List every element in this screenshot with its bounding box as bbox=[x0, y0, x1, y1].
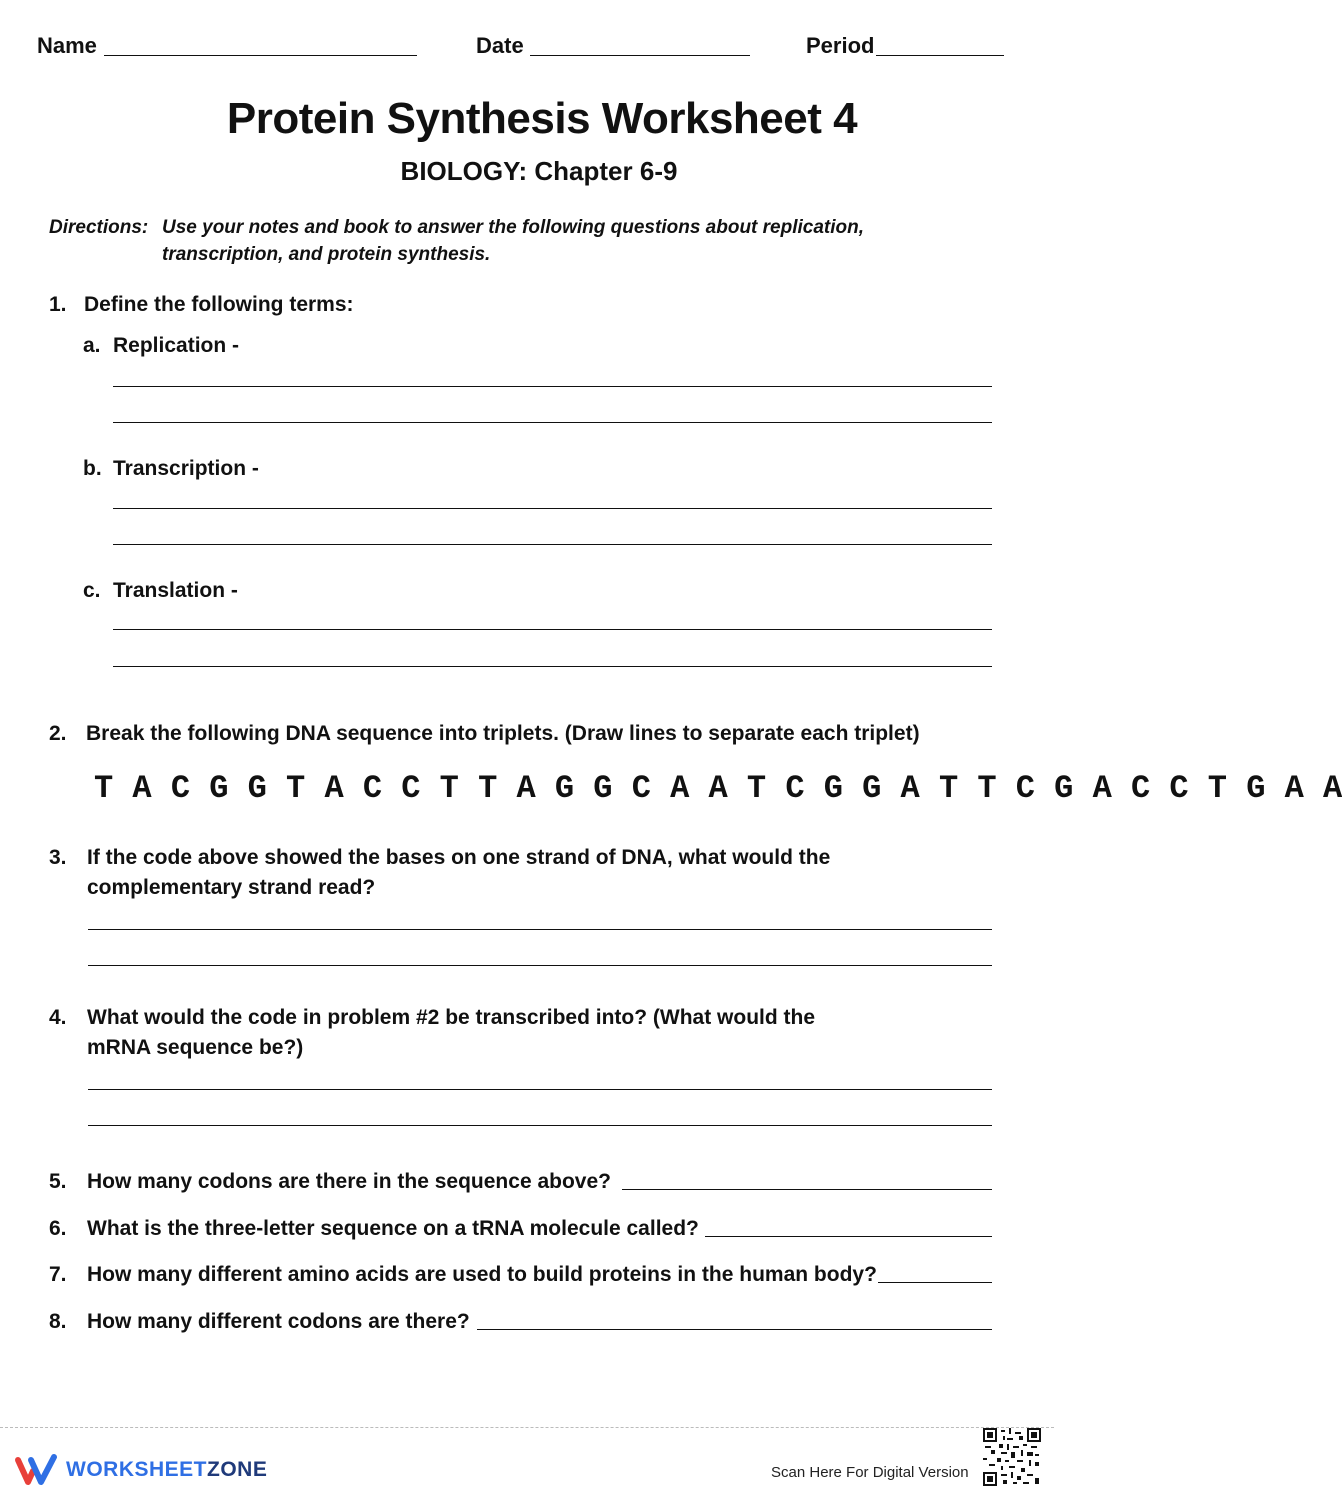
qr-code-icon[interactable] bbox=[983, 1428, 1041, 1486]
question-3-number: 3. bbox=[49, 846, 67, 869]
name-label: Name bbox=[37, 33, 97, 58]
answer-line-1b-1[interactable] bbox=[113, 508, 992, 509]
question-1-number: 1. bbox=[49, 293, 67, 316]
question-2-text: Break the following DNA sequence into triplets. (Draw lines to separate each triplet) bbox=[86, 722, 920, 745]
answer-line-3-2[interactable] bbox=[88, 965, 992, 966]
footer-divider bbox=[0, 1427, 1054, 1428]
question-4-text-line2: mRNA sequence be?) bbox=[87, 1036, 304, 1059]
question-4-number: 4. bbox=[49, 1006, 67, 1029]
question-1c-letter: c. bbox=[83, 579, 101, 602]
question-1a-letter: a. bbox=[83, 334, 101, 357]
answer-line-3-1[interactable] bbox=[88, 929, 992, 930]
brand-name[interactable] bbox=[66, 1458, 267, 1482]
answer-line-6[interactable] bbox=[705, 1236, 992, 1237]
question-6-text: What is the three-letter sequence on a tRNA molecule called? bbox=[87, 1217, 699, 1240]
question-7-text: How many different amino acids are used to build proteins in the human body? bbox=[87, 1263, 877, 1286]
dna-sequence: T A C G G T A C C T T A G G C A A T C G G A T T C G A C C T G A A bbox=[94, 770, 1342, 807]
answer-line-1c-2[interactable] bbox=[113, 666, 992, 667]
page-subtitle: BIOLOGY: Chapter 6-9 bbox=[400, 156, 678, 186]
question-1a-term: Replication - bbox=[113, 334, 240, 357]
question-5-text: How many codons are there in the sequence above? bbox=[87, 1170, 611, 1193]
question-8-number: 8. bbox=[49, 1310, 67, 1333]
answer-line-1a-2[interactable] bbox=[113, 422, 992, 423]
question-1b-letter: b. bbox=[83, 457, 102, 480]
directions-label: Directions: bbox=[49, 217, 149, 238]
answer-line-4-2[interactable] bbox=[88, 1125, 992, 1126]
question-1-text: Define the following terms: bbox=[84, 293, 354, 316]
name-field-line[interactable] bbox=[104, 55, 417, 56]
answer-line-8[interactable] bbox=[477, 1329, 992, 1330]
question-2-number: 2. bbox=[49, 722, 67, 745]
directions-text-line1: Use your notes and book to answer the following questions about replication, bbox=[162, 217, 865, 238]
question-5-number: 5. bbox=[49, 1170, 67, 1193]
period-field-line[interactable] bbox=[876, 55, 1004, 56]
question-6-number: 6. bbox=[49, 1217, 67, 1240]
question-4-text-line1: What would the code in problem #2 be transcribed into? (What would the bbox=[87, 1006, 816, 1029]
date-label: Date bbox=[476, 33, 524, 58]
date-field-line[interactable] bbox=[530, 55, 750, 56]
period-label: Period bbox=[806, 33, 875, 58]
answer-line-1a-1[interactable] bbox=[113, 386, 992, 387]
question-3-text-line1: If the code above showed the bases on one strand of DNA, what would the bbox=[87, 846, 831, 869]
question-3-text-line2: complementary strand read? bbox=[87, 876, 376, 899]
answer-line-7[interactable] bbox=[878, 1282, 992, 1283]
question-8-text: How many different codons are there? bbox=[87, 1310, 470, 1333]
answer-line-1c-1[interactable] bbox=[113, 629, 992, 630]
page-title: Protein Synthesis Worksheet 4 bbox=[226, 94, 858, 143]
brand-name-part1: WORKSHEET bbox=[66, 1458, 207, 1481]
answer-line-5[interactable] bbox=[622, 1189, 992, 1190]
answer-line-4-1[interactable] bbox=[88, 1089, 992, 1090]
question-7-number: 7. bbox=[49, 1263, 67, 1286]
brand-name-part2: ZONE bbox=[207, 1458, 268, 1481]
answer-line-1b-2[interactable] bbox=[113, 544, 992, 545]
scan-caption: Scan Here For Digital Version bbox=[771, 1464, 969, 1481]
worksheetzone-logo-icon bbox=[16, 1454, 58, 1486]
directions-text-line2: transcription, and protein synthesis. bbox=[162, 244, 491, 265]
question-1c-term: Translation - bbox=[113, 579, 238, 602]
question-1b-term: Transcription - bbox=[113, 457, 259, 480]
